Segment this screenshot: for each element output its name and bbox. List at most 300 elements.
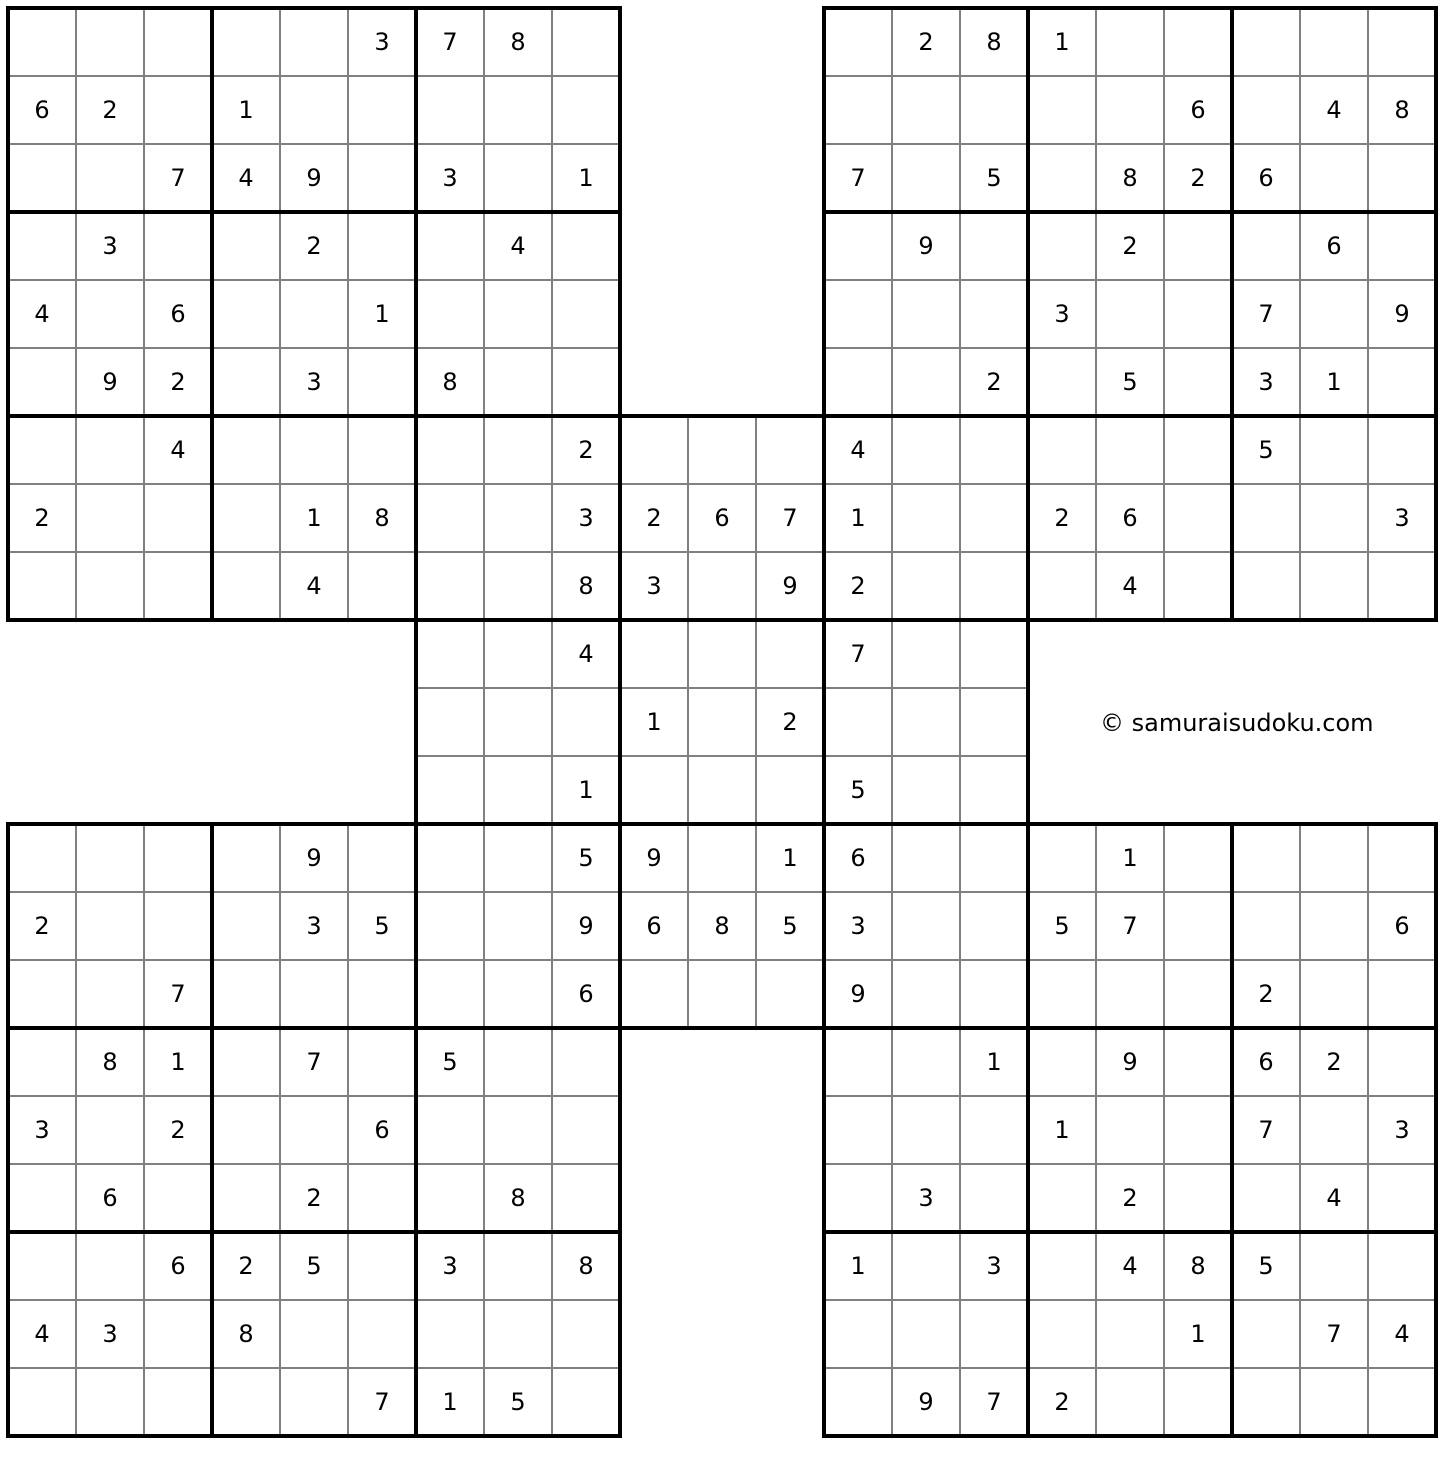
sudoku-cell[interactable]	[1300, 1232, 1368, 1300]
sudoku-cell[interactable]	[348, 1232, 416, 1300]
sudoku-cell[interactable]	[620, 416, 688, 484]
sudoku-cell: 7	[960, 1368, 1028, 1436]
sudoku-cell[interactable]	[960, 960, 1028, 1028]
sudoku-cell[interactable]	[484, 620, 552, 688]
sudoku-cell[interactable]	[960, 892, 1028, 960]
sudoku-cell[interactable]	[416, 552, 484, 620]
box-border	[210, 6, 214, 622]
sudoku-cell[interactable]	[484, 892, 552, 960]
sudoku-cell[interactable]	[960, 1300, 1028, 1368]
sudoku-cell: 2	[552, 416, 620, 484]
sudoku-cell[interactable]	[416, 484, 484, 552]
sudoku-cell: 2	[144, 348, 212, 416]
sudoku-cell[interactable]	[1164, 1096, 1232, 1164]
sudoku-cell[interactable]	[484, 552, 552, 620]
sudoku-cell[interactable]	[892, 280, 960, 348]
sudoku-cell[interactable]	[756, 756, 824, 824]
sudoku-cell[interactable]	[1164, 892, 1232, 960]
sudoku-cell[interactable]	[416, 212, 484, 280]
sudoku-cell[interactable]	[1028, 212, 1096, 280]
sudoku-cell[interactable]	[1164, 1368, 1232, 1436]
sudoku-cell[interactable]	[960, 552, 1028, 620]
sudoku-cell[interactable]	[144, 8, 212, 76]
sudoku-cell[interactable]	[552, 76, 620, 144]
sudoku-cell[interactable]	[280, 1096, 348, 1164]
sudoku-cell[interactable]	[1164, 1164, 1232, 1232]
sudoku-cell: 3	[76, 212, 144, 280]
sudoku-cell[interactable]	[552, 1300, 620, 1368]
sudoku-cell[interactable]	[76, 484, 144, 552]
sudoku-cell[interactable]	[1164, 212, 1232, 280]
sudoku-cell[interactable]	[1368, 1164, 1436, 1232]
sudoku-cell[interactable]	[1164, 280, 1232, 348]
sudoku-cell: 7	[824, 620, 892, 688]
box-border	[1230, 6, 1234, 622]
sudoku-cell[interactable]	[1232, 1164, 1300, 1232]
sudoku-cell[interactable]	[756, 960, 824, 1028]
sudoku-cell[interactable]	[1300, 144, 1368, 212]
sudoku-cell[interactable]	[484, 484, 552, 552]
sudoku-cell[interactable]	[552, 348, 620, 416]
sudoku-cell[interactable]	[892, 620, 960, 688]
sudoku-cell[interactable]	[8, 1232, 76, 1300]
sudoku-cell[interactable]	[416, 416, 484, 484]
sudoku-cell: 3	[892, 1164, 960, 1232]
sudoku-cell[interactable]	[484, 1300, 552, 1368]
sudoku-cell[interactable]	[1028, 1164, 1096, 1232]
sudoku-cell[interactable]	[144, 1300, 212, 1368]
sudoku-cell[interactable]	[348, 212, 416, 280]
sudoku-cell[interactable]	[1300, 416, 1368, 484]
sudoku-cell: 8	[1368, 76, 1436, 144]
sudoku-cell[interactable]	[1368, 960, 1436, 1028]
sudoku-cell[interactable]	[212, 280, 280, 348]
sudoku-cell[interactable]	[552, 688, 620, 756]
sudoku-cell[interactable]	[960, 1164, 1028, 1232]
sudoku-cell[interactable]	[212, 1368, 280, 1436]
grid-line	[8, 143, 620, 145]
sudoku-cell[interactable]	[212, 484, 280, 552]
sudoku-cell[interactable]	[416, 688, 484, 756]
sudoku-cell[interactable]	[212, 8, 280, 76]
sudoku-cell[interactable]	[416, 1300, 484, 1368]
sudoku-cell[interactable]	[688, 620, 756, 688]
sudoku-cell[interactable]	[960, 484, 1028, 552]
sudoku-cell[interactable]	[484, 348, 552, 416]
sudoku-cell[interactable]	[1368, 1028, 1436, 1096]
sudoku-cell[interactable]	[1164, 416, 1232, 484]
sudoku-cell[interactable]	[280, 960, 348, 1028]
sudoku-cell[interactable]	[484, 960, 552, 1028]
box-border	[6, 1026, 622, 1030]
sudoku-cell[interactable]	[1028, 76, 1096, 144]
sudoku-cell[interactable]	[960, 620, 1028, 688]
sudoku-cell[interactable]	[76, 280, 144, 348]
grid-line	[8, 279, 620, 281]
sudoku-cell[interactable]	[960, 280, 1028, 348]
sudoku-cell[interactable]	[892, 416, 960, 484]
sudoku-cell[interactable]	[892, 484, 960, 552]
sudoku-cell: 2	[960, 348, 1028, 416]
sudoku-cell[interactable]	[280, 1368, 348, 1436]
sudoku-cell[interactable]	[688, 960, 756, 1028]
sudoku-cell[interactable]	[1300, 484, 1368, 552]
sudoku-cell[interactable]	[1028, 824, 1096, 892]
sudoku-cell[interactable]	[824, 1300, 892, 1368]
sudoku-cell[interactable]	[348, 1028, 416, 1096]
sudoku-cell[interactable]	[688, 824, 756, 892]
sudoku-cell[interactable]	[348, 824, 416, 892]
sudoku-cell[interactable]	[484, 688, 552, 756]
sudoku-cell[interactable]	[552, 212, 620, 280]
sudoku-cell[interactable]	[280, 1300, 348, 1368]
sudoku-cell[interactable]	[348, 552, 416, 620]
grid-line	[959, 824, 961, 1436]
sudoku-cell[interactable]	[1028, 552, 1096, 620]
copyright-text: © samuraisudoku.com	[1100, 709, 1374, 737]
sudoku-cell[interactable]	[416, 960, 484, 1028]
sudoku-cell[interactable]	[892, 1096, 960, 1164]
sudoku-cell[interactable]	[1368, 348, 1436, 416]
sudoku-cell[interactable]	[144, 824, 212, 892]
sudoku-cell[interactable]	[8, 212, 76, 280]
sudoku-cell: 3	[76, 1300, 144, 1368]
sudoku-cell[interactable]	[76, 1232, 144, 1300]
sudoku-cell[interactable]	[892, 1028, 960, 1096]
sudoku-cell[interactable]	[1028, 144, 1096, 212]
sudoku-cell[interactable]	[892, 892, 960, 960]
sudoku-cell[interactable]	[552, 1164, 620, 1232]
sudoku-cell[interactable]	[484, 1232, 552, 1300]
sudoku-cell[interactable]	[1368, 824, 1436, 892]
sudoku-cell[interactable]	[552, 1368, 620, 1436]
sudoku-cell[interactable]	[960, 76, 1028, 144]
sudoku-cell: 6	[1300, 212, 1368, 280]
sudoku-cell[interactable]	[960, 824, 1028, 892]
sudoku-cell[interactable]	[892, 348, 960, 416]
sudoku-cell[interactable]	[212, 1164, 280, 1232]
sudoku-cell[interactable]	[280, 280, 348, 348]
sudoku-cell[interactable]	[960, 688, 1028, 756]
sudoku-cell[interactable]	[1096, 1096, 1164, 1164]
sudoku-cell: 1	[756, 824, 824, 892]
sudoku-cell[interactable]	[756, 620, 824, 688]
sudoku-cell: 3	[280, 348, 348, 416]
sudoku-cell[interactable]	[892, 824, 960, 892]
sudoku-cell[interactable]	[416, 1096, 484, 1164]
sudoku-cell[interactable]	[1096, 1300, 1164, 1368]
sudoku-cell[interactable]	[8, 348, 76, 416]
sudoku-cell[interactable]	[416, 280, 484, 348]
sudoku-cell[interactable]	[484, 1096, 552, 1164]
sudoku-cell[interactable]	[1368, 144, 1436, 212]
sudoku-cell[interactable]	[8, 144, 76, 212]
sudoku-cell[interactable]	[348, 144, 416, 212]
sudoku-cell[interactable]	[348, 416, 416, 484]
sudoku-cell[interactable]	[756, 416, 824, 484]
sudoku-cell: 4	[280, 552, 348, 620]
sudoku-cell[interactable]	[824, 1096, 892, 1164]
sudoku-cell[interactable]	[8, 1368, 76, 1436]
sudoku-cell[interactable]	[416, 1164, 484, 1232]
sudoku-cell: 5	[1028, 892, 1096, 960]
sudoku-cell[interactable]	[280, 76, 348, 144]
sudoku-cell[interactable]	[8, 416, 76, 484]
sudoku-cell[interactable]	[76, 960, 144, 1028]
sudoku-cell[interactable]	[824, 1164, 892, 1232]
box-border	[1434, 6, 1438, 622]
box-border	[414, 414, 1030, 418]
sudoku-cell[interactable]	[1232, 892, 1300, 960]
sudoku-cell: 6	[144, 280, 212, 348]
sudoku-cell[interactable]	[1300, 960, 1368, 1028]
grid-line	[824, 1367, 1436, 1369]
sudoku-cell[interactable]	[824, 1368, 892, 1436]
sudoku-cell[interactable]	[552, 1096, 620, 1164]
sudoku-cell[interactable]	[1164, 960, 1232, 1028]
sudoku-cell[interactable]	[688, 756, 756, 824]
sudoku-cell: 4	[1300, 1164, 1368, 1232]
sudoku-cell[interactable]	[1300, 552, 1368, 620]
sudoku-cell[interactable]	[960, 212, 1028, 280]
sudoku-cell: 3	[1368, 484, 1436, 552]
sudoku-cell[interactable]	[892, 960, 960, 1028]
sudoku-cell[interactable]	[552, 8, 620, 76]
sudoku-cell[interactable]	[1028, 960, 1096, 1028]
sudoku-cell[interactable]	[1164, 8, 1232, 76]
sudoku-cell[interactable]	[76, 416, 144, 484]
sudoku-cell[interactable]	[416, 620, 484, 688]
sudoku-cell[interactable]	[212, 824, 280, 892]
sudoku-cell[interactable]	[484, 416, 552, 484]
grid-line	[824, 1095, 1436, 1097]
sudoku-cell[interactable]	[8, 8, 76, 76]
sudoku-cell[interactable]	[144, 552, 212, 620]
sudoku-cell[interactable]	[1368, 1232, 1436, 1300]
sudoku-cell[interactable]	[8, 824, 76, 892]
box-border	[822, 210, 1438, 214]
sudoku-cell[interactable]	[76, 824, 144, 892]
sudoku-cell[interactable]	[212, 212, 280, 280]
sudoku-cell: 9	[756, 552, 824, 620]
sudoku-cell[interactable]	[1232, 76, 1300, 144]
sudoku-cell[interactable]	[1028, 416, 1096, 484]
sudoku-cell[interactable]	[688, 552, 756, 620]
sudoku-cell[interactable]	[76, 892, 144, 960]
box-border	[1026, 822, 1030, 1438]
grid-line	[8, 1299, 620, 1301]
sudoku-cell[interactable]	[1368, 8, 1436, 76]
sudoku-cell[interactable]	[1300, 1096, 1368, 1164]
sudoku-cell[interactable]	[1096, 76, 1164, 144]
sudoku-cell[interactable]	[824, 688, 892, 756]
sudoku-cell: 6	[1096, 484, 1164, 552]
grid-line	[347, 8, 349, 620]
sudoku-cell[interactable]	[1164, 1028, 1232, 1096]
sudoku-cell[interactable]	[892, 552, 960, 620]
grid-line	[1299, 8, 1301, 620]
sudoku-cell[interactable]	[620, 756, 688, 824]
sudoku-cell: 7	[824, 144, 892, 212]
sudoku-cell[interactable]	[1300, 824, 1368, 892]
sudoku-cell[interactable]	[688, 416, 756, 484]
sudoku-cell[interactable]	[1300, 1368, 1368, 1436]
sudoku-cell[interactable]	[1368, 212, 1436, 280]
sudoku-cell[interactable]	[1232, 552, 1300, 620]
sudoku-cell[interactable]	[484, 756, 552, 824]
sudoku-cell[interactable]	[688, 688, 756, 756]
sudoku-cell[interactable]	[960, 416, 1028, 484]
sudoku-cell[interactable]	[280, 8, 348, 76]
sudoku-cell[interactable]	[76, 1096, 144, 1164]
sudoku-cell[interactable]	[212, 348, 280, 416]
sudoku-cell: 3	[1232, 348, 1300, 416]
sudoku-cell[interactable]	[8, 1028, 76, 1096]
sudoku-cell[interactable]	[824, 1028, 892, 1096]
grid-line	[824, 891, 1436, 893]
box-border	[6, 6, 10, 622]
sudoku-cell: 8	[1096, 144, 1164, 212]
sudoku-cell[interactable]	[8, 960, 76, 1028]
sudoku-cell: 3	[960, 1232, 1028, 1300]
sudoku-cell[interactable]	[416, 76, 484, 144]
sudoku-cell[interactable]	[348, 1164, 416, 1232]
sudoku-cell[interactable]	[416, 756, 484, 824]
sudoku-cell[interactable]	[960, 756, 1028, 824]
sudoku-cell[interactable]	[620, 620, 688, 688]
sudoku-cell[interactable]	[1232, 484, 1300, 552]
sudoku-cell[interactable]	[1164, 348, 1232, 416]
sudoku-cell[interactable]	[1028, 1028, 1096, 1096]
sudoku-cell[interactable]	[144, 892, 212, 960]
sudoku-cell[interactable]	[212, 1028, 280, 1096]
sudoku-cell[interactable]	[1300, 8, 1368, 76]
sudoku-cell[interactable]	[212, 416, 280, 484]
sudoku-cell[interactable]	[212, 892, 280, 960]
sudoku-cell[interactable]	[144, 1368, 212, 1436]
sudoku-cell: 7	[144, 960, 212, 1028]
sudoku-cell[interactable]	[1368, 1368, 1436, 1436]
sudoku-cell[interactable]	[212, 1096, 280, 1164]
sudoku-cell[interactable]	[484, 76, 552, 144]
sudoku-cell[interactable]	[824, 212, 892, 280]
sudoku-cell[interactable]	[892, 1300, 960, 1368]
sudoku-cell[interactable]	[1164, 484, 1232, 552]
sudoku-cell[interactable]	[892, 688, 960, 756]
sudoku-cell[interactable]	[1164, 552, 1232, 620]
sudoku-cell[interactable]	[1096, 960, 1164, 1028]
sudoku-cell[interactable]	[1164, 824, 1232, 892]
sudoku-cell[interactable]	[824, 8, 892, 76]
sudoku-cell[interactable]	[144, 76, 212, 144]
sudoku-cell[interactable]	[1300, 280, 1368, 348]
sudoku-cell[interactable]	[212, 960, 280, 1028]
sudoku-cell[interactable]	[1232, 212, 1300, 280]
sudoku-cell[interactable]	[1028, 1300, 1096, 1368]
sudoku-cell[interactable]	[620, 960, 688, 1028]
sudoku-cell: 1	[416, 1368, 484, 1436]
sudoku-cell: 4	[1096, 552, 1164, 620]
sudoku-cell: 5	[348, 892, 416, 960]
sudoku-cell[interactable]	[76, 144, 144, 212]
sudoku-cell: 6	[688, 484, 756, 552]
sudoku-cell[interactable]	[960, 1096, 1028, 1164]
sudoku-cell[interactable]	[1300, 892, 1368, 960]
grid-line	[1095, 8, 1097, 620]
sudoku-cell[interactable]	[484, 1028, 552, 1096]
sudoku-cell[interactable]	[144, 212, 212, 280]
sudoku-cell[interactable]	[1028, 348, 1096, 416]
sudoku-cell[interactable]	[348, 76, 416, 144]
sudoku-cell: 2	[280, 1164, 348, 1232]
sudoku-cell: 7	[348, 1368, 416, 1436]
sudoku-cell[interactable]	[1028, 1232, 1096, 1300]
sudoku-cell[interactable]	[824, 76, 892, 144]
sudoku-cell[interactable]	[824, 280, 892, 348]
grid-line	[8, 75, 620, 77]
sudoku-cell[interactable]	[1096, 416, 1164, 484]
sudoku-cell: 2	[280, 212, 348, 280]
sudoku-cell[interactable]	[1368, 416, 1436, 484]
sudoku-cell: 6	[1164, 76, 1232, 144]
sudoku-cell: 5	[552, 824, 620, 892]
sudoku-cell[interactable]	[1096, 280, 1164, 348]
sudoku-cell[interactable]	[280, 416, 348, 484]
grid-line	[1367, 824, 1369, 1436]
sudoku-cell[interactable]	[484, 144, 552, 212]
sudoku-cell[interactable]	[212, 552, 280, 620]
sudoku-cell[interactable]	[892, 76, 960, 144]
sudoku-cell: 7	[144, 144, 212, 212]
sudoku-cell[interactable]	[348, 348, 416, 416]
sudoku-cell[interactable]	[1096, 8, 1164, 76]
sudoku-cell[interactable]	[892, 144, 960, 212]
sudoku-cell[interactable]	[484, 280, 552, 348]
sudoku-cell[interactable]	[348, 1300, 416, 1368]
sudoku-cell[interactable]	[8, 552, 76, 620]
sudoku-cell[interactable]	[8, 1164, 76, 1232]
sudoku-cell[interactable]	[348, 960, 416, 1028]
sudoku-cell: 7	[416, 8, 484, 76]
sudoku-cell[interactable]	[76, 8, 144, 76]
sudoku-cell[interactable]	[416, 824, 484, 892]
sudoku-cell[interactable]	[144, 1164, 212, 1232]
sudoku-cell[interactable]	[1368, 552, 1436, 620]
sudoku-cell[interactable]	[552, 1028, 620, 1096]
sudoku-cell[interactable]	[1232, 824, 1300, 892]
sudoku-cell[interactable]	[76, 552, 144, 620]
grid-line	[8, 1367, 620, 1369]
sudoku-cell[interactable]	[1096, 1368, 1164, 1436]
sudoku-cell[interactable]	[552, 280, 620, 348]
sudoku-cell[interactable]	[416, 892, 484, 960]
sudoku-cell[interactable]	[1232, 1300, 1300, 1368]
sudoku-cell[interactable]	[824, 348, 892, 416]
sudoku-cell[interactable]	[1232, 1368, 1300, 1436]
sudoku-cell: 1	[552, 756, 620, 824]
sudoku-cell[interactable]	[892, 756, 960, 824]
sudoku-cell: 2	[1164, 144, 1232, 212]
grid-line	[824, 143, 1436, 145]
sudoku-cell: 1	[824, 484, 892, 552]
sudoku-cell[interactable]	[1232, 8, 1300, 76]
sudoku-cell: 1	[1164, 1300, 1232, 1368]
grid-line	[1299, 824, 1301, 1436]
sudoku-cell[interactable]	[484, 824, 552, 892]
sudoku-cell[interactable]	[144, 484, 212, 552]
sudoku-cell[interactable]	[76, 1368, 144, 1436]
sudoku-cell[interactable]	[892, 1232, 960, 1300]
